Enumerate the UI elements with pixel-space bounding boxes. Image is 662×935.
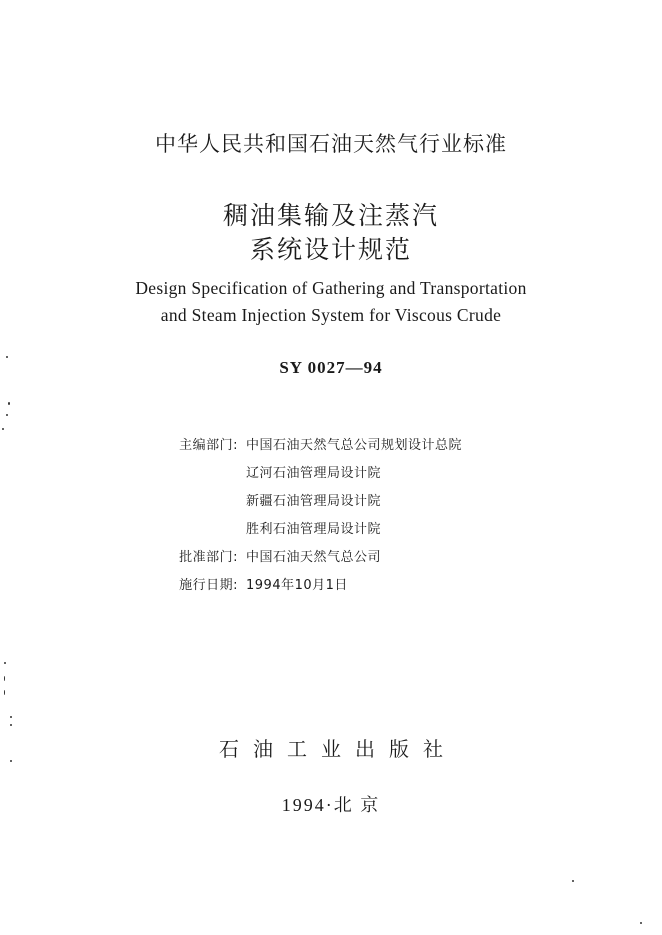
info-label: 批准部门:: [179, 550, 238, 565]
scan-speck: [6, 356, 8, 358]
publication-date-place: 1994·北 京: [281, 795, 381, 815]
info-value: 1994年10月1日: [246, 578, 348, 593]
info-label: 施行日期:: [179, 578, 238, 593]
info-label: 主编部门:: [179, 438, 238, 453]
english-title-line-1: Design Specification of Gathering and Transportation: [135, 278, 527, 298]
scan-speck: [4, 662, 6, 664]
scan-speck: [2, 428, 4, 430]
scan-speck: [6, 414, 8, 416]
industry-standard-heading: 中华人民共和国石油天然气行业标准: [155, 132, 507, 156]
info-value: 中国石油天然气总公司规划设计总院: [246, 438, 463, 453]
scan-speck: [4, 690, 5, 695]
chinese-title-line-2: 系统设计规范: [249, 235, 412, 264]
scan-speck: [10, 724, 12, 726]
scan-speck: [4, 676, 5, 681]
scan-speck: [8, 402, 10, 405]
chinese-title-line-1: 稠油集输及注蒸汽: [222, 201, 439, 230]
scan-speck: [10, 716, 12, 718]
info-value: 新疆石油管理局设计院: [246, 494, 382, 509]
standard-code: SY 0027—94: [279, 358, 383, 377]
publisher-name: 石油工业出版社: [219, 737, 457, 761]
info-value: 辽河石油管理局设计院: [246, 466, 382, 481]
scan-speck: [572, 880, 574, 882]
scan-speck: [640, 922, 642, 924]
scan-speck: [10, 760, 12, 762]
info-value: 中国石油天然气总公司: [246, 550, 382, 565]
info-value: 胜利石油管理局设计院: [246, 522, 382, 537]
english-title-line-2: and Steam Injection System for Viscous Crude: [160, 305, 502, 325]
